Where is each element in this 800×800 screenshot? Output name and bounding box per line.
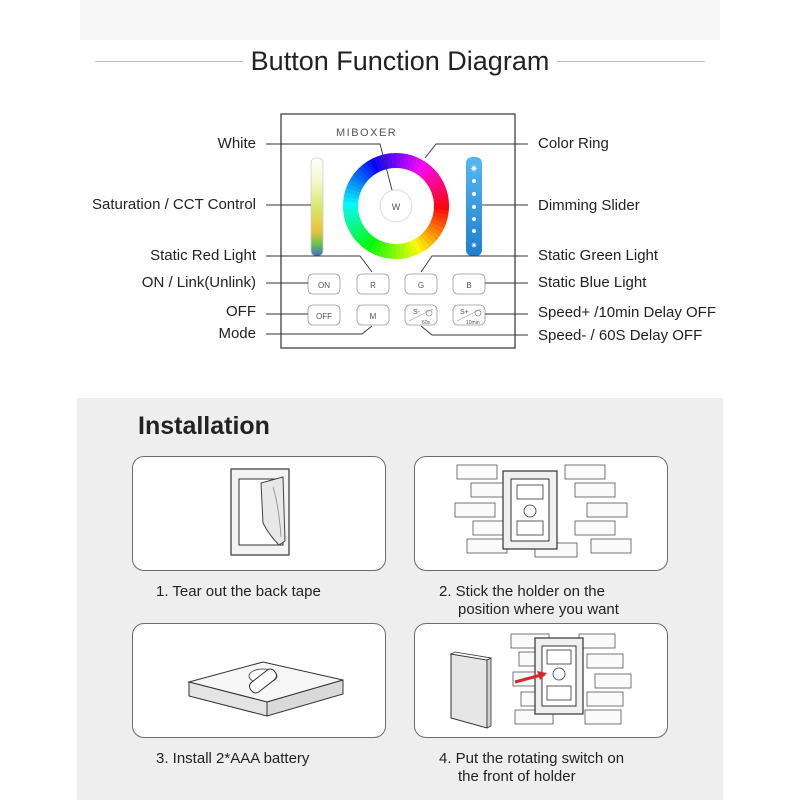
red-button[interactable] bbox=[357, 274, 389, 294]
label-color-ring: Color Ring bbox=[538, 135, 609, 152]
label-on-link: ON / Link(Unlink) bbox=[141, 274, 256, 291]
brightness-high-icon: ✷ bbox=[469, 164, 479, 175]
label-dimming-slider: Dimming Slider bbox=[538, 197, 640, 214]
step-2-caption: 2. Stick the holder on the position where you want bbox=[439, 583, 619, 618]
svg-text:S-: S- bbox=[413, 309, 420, 316]
step-1-caption: 1. Tear out the back tape bbox=[156, 583, 321, 600]
svg-text:M: M bbox=[369, 312, 377, 321]
svg-text:OFF: OFF bbox=[316, 312, 332, 321]
tape-holder-image bbox=[133, 457, 385, 570]
on-button[interactable] bbox=[308, 274, 340, 294]
dimming-dot bbox=[472, 205, 476, 209]
battery-install-image bbox=[133, 624, 385, 737]
white-button-label: W bbox=[391, 202, 401, 212]
svg-text:G: G bbox=[417, 281, 425, 290]
svg-text:R: R bbox=[370, 281, 376, 290]
svg-text:ON: ON bbox=[318, 281, 330, 290]
saturation-slider[interactable] bbox=[311, 158, 323, 256]
dimming-dot bbox=[472, 217, 476, 221]
installation-section bbox=[77, 398, 723, 800]
step-3-caption: 3. Install 2*AAA battery bbox=[156, 750, 310, 767]
speed-minus-button[interactable] bbox=[405, 305, 437, 326]
label-speed-minus: Speed- / 60S Delay OFF bbox=[538, 327, 703, 344]
brightness-low-icon: ✷ bbox=[470, 241, 478, 250]
step-4-illustration bbox=[414, 623, 668, 738]
label-white: White bbox=[217, 135, 256, 152]
label-static-red: Static Red Light bbox=[150, 247, 256, 264]
off-button[interactable] bbox=[308, 305, 340, 325]
brand-logo: MIBOXER bbox=[336, 127, 398, 139]
dimming-dot bbox=[472, 179, 476, 183]
label-static-blue: Static Blue Light bbox=[538, 274, 647, 291]
step-2-illustration bbox=[414, 456, 668, 571]
svg-text:S+: S+ bbox=[460, 309, 469, 316]
svg-text:B: B bbox=[466, 281, 472, 290]
page-title: Button Function Diagram bbox=[0, 46, 800, 77]
mode-button[interactable] bbox=[357, 305, 389, 325]
svg-text:10min: 10min bbox=[466, 320, 480, 326]
label-mode: Mode bbox=[218, 325, 256, 342]
step-1-illustration bbox=[132, 456, 386, 571]
label-speed-plus: Speed+ /10min Delay OFF bbox=[538, 304, 717, 321]
rotating-switch-image bbox=[415, 624, 667, 737]
holder-on-wall-image bbox=[415, 457, 667, 570]
step-3-illustration bbox=[132, 623, 386, 738]
label-static-green: Static Green Light bbox=[538, 247, 659, 264]
green-button[interactable] bbox=[405, 274, 437, 294]
svg-text:60s: 60s bbox=[422, 320, 431, 326]
step-4-caption: 4. Put the rotating switch on the front of holder bbox=[439, 750, 625, 785]
speed-plus-button[interactable] bbox=[453, 305, 485, 326]
label-saturation-cct: Saturation / CCT Control bbox=[92, 196, 256, 213]
dimming-dot bbox=[472, 192, 476, 196]
blue-button[interactable] bbox=[453, 274, 485, 294]
installation-title: Installation bbox=[138, 412, 270, 440]
dimming-dot bbox=[472, 229, 476, 233]
label-off: OFF bbox=[226, 303, 256, 320]
